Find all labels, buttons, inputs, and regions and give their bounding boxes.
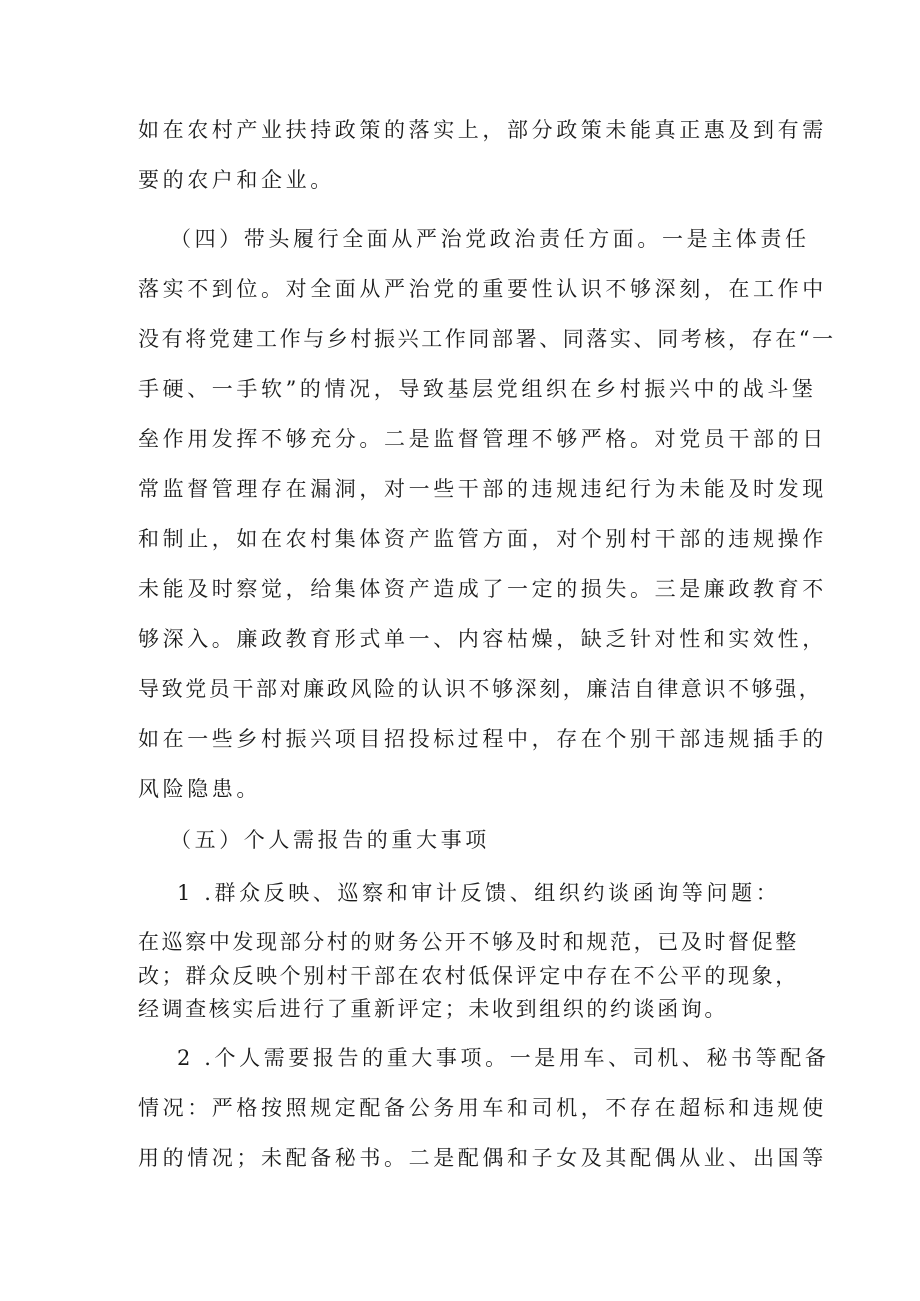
item-two-heading-line: 2 .个人需要报告的重大事项。一是用车、司机、秘书等配备 <box>177 1046 830 1070</box>
paragraph-line: 用的情况；未配备秘书。二是配偶和子女及其配偶从业、出国等 <box>138 1146 827 1170</box>
paragraph-line: 导致党员干部对廉政风险的认识不够深刻，廉洁自律意识不够强， <box>138 677 823 701</box>
paragraph-line: 手硬、一手软”的情况，导致基层党组织在乡村振兴中的战斗堡 <box>138 377 817 401</box>
paragraph-line: 要的农户和企业。 <box>138 168 335 192</box>
paragraph-line: 风险隐患。 <box>138 777 261 801</box>
paragraph-line: 如在一些乡村振兴项目招投标过程中，存在个别干部违规插手的 <box>138 727 827 751</box>
paragraph-line: 经调查核实后进行了重新评定；未收到组织的约谈函询。 <box>138 997 728 1021</box>
paragraph-line: 情况：严格按照规定配备公务用车和司机，不存在超标和违规使 <box>138 1096 827 1120</box>
paragraph-line: 如在农村产业扶持政策的落实上，部分政策未能真正惠及到有需 <box>138 118 827 142</box>
section-four-heading-line: （四）带头履行全面从严治党政治责任方面。一是主体责任 <box>170 227 810 251</box>
paragraph-line: 和制止，如在农村集体资产监管方面，对个别村干部的违规操作 <box>138 527 827 551</box>
paragraph-line: 改；群众反映个别村干部在农村低保评定中存在不公平的现象， <box>138 964 799 988</box>
paragraph-line: 落实不到位。对全面从严治党的重要性认识不够深刻，在工作中 <box>138 277 827 301</box>
paragraph-line: 常监督管理存在漏洞，对一些干部的违规违纪行为未能及时发现 <box>138 477 827 501</box>
item-one-heading: 1 .群众反映、巡察和审计反馈、组织约谈函询等问题： <box>177 881 781 905</box>
section-five-heading: （五）个人需报告的重大事项 <box>170 828 490 852</box>
paragraph-line: 够深入。廉政教育形式单一、内容枯燥，缺乏针对性和实效性， <box>138 627 827 651</box>
paragraph-line: 在巡察中发现部分村的财务公开不够及时和规范，已及时督促整 <box>138 930 799 954</box>
paragraph-line: 没有将党建工作与乡村振兴工作同部署、同落实、同考核，存在“一 <box>138 327 836 351</box>
paragraph-line: 垒作用发挥不够充分。二是监督管理不够严格。对党员干部的日 <box>138 427 827 451</box>
paragraph-line: 未能及时察觉，给集体资产造成了一定的损失。三是廉政教育不 <box>138 577 827 601</box>
